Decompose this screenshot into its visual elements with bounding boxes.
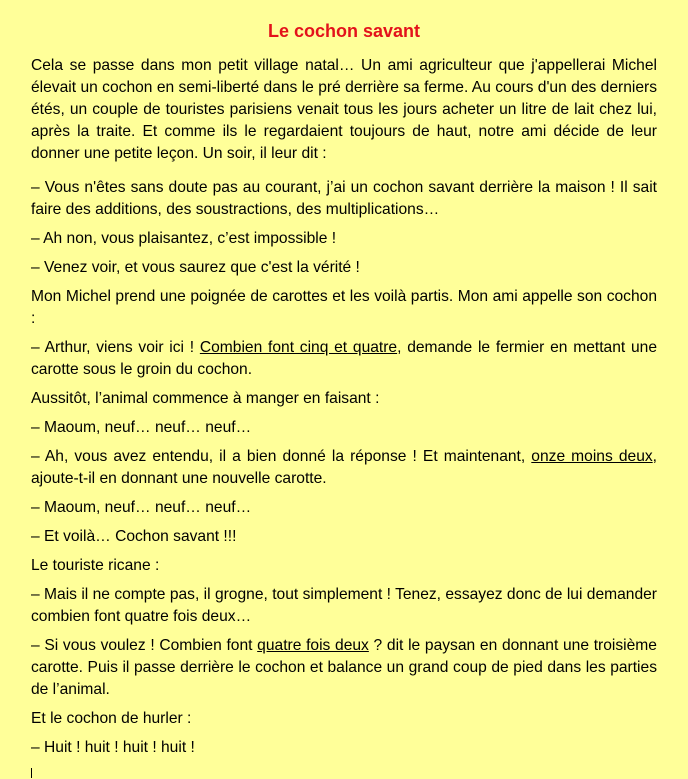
text-run: – Vous n'êtes sans doute pas au courant, j’ai un cochon savant derrière la maison ! Il sait faire des additions, des soustractions, des multiplications… xyxy=(31,179,657,218)
paragraph xyxy=(31,584,657,628)
text-run: – Venez voir, et vous saurez que c'est la vérité ! xyxy=(31,259,360,276)
text-run: – Maoum, neuf… neuf… neuf… xyxy=(31,419,252,436)
text-run: ? dit le paysan en donnant une troisième carotte. Puis il passe derrière le cochon et balance un grand coup de pied dans les parties de l’animal. xyxy=(31,637,657,698)
paragraph xyxy=(31,446,657,490)
text-run: – Si vous voulez ! Combien font xyxy=(31,637,258,654)
paragraph xyxy=(31,337,657,381)
text-run: – Ah, vous avez entendu, il a bien donné la réponse ! Et maintenant, xyxy=(31,448,532,465)
text-run: – Et voilà… Cochon savant !!! xyxy=(31,528,237,545)
paragraph xyxy=(31,177,657,221)
document-title: Le cochon savant xyxy=(267,21,421,41)
paragraph xyxy=(31,526,657,548)
paragraph xyxy=(31,388,657,410)
text-run: Aussitôt, l’animal commence à manger en faisant : xyxy=(31,390,380,407)
text-run: – Maoum, neuf… neuf… neuf… xyxy=(31,499,252,516)
text-run: Mon Michel prend une poignée de carottes et les voilà partis. Mon ami appelle son cochon : xyxy=(31,288,657,327)
text-run: Cela se passe dans mon petit village natal… Un ami agriculteur que j'appellerai Michel élevait un cochon en semi-liberté dans le pré derrière sa ferme. Au cours d'un des derniers étés, un couple de touristes parisiens venait tous les jours acheter un litre de lait chez lui, après la traite. Et comme ils le regardaient toujours de haut, notre ami décide de leur donner une petite leçon. Un soir, il leur dit : xyxy=(31,57,657,162)
underlined-phrase: Combien font cinq et quatre xyxy=(199,339,398,356)
text-run: – Ah non, vous plaisantez, c’est impossible ! xyxy=(31,230,337,247)
paragraph xyxy=(31,257,657,279)
text-run: – Huit ! huit ! huit ! huit ! xyxy=(31,739,195,756)
text-run: – Mais il ne compte pas, il grogne, tout simplement ! Tenez, essayez donc de lui demander combien font quatre fois deux… xyxy=(31,586,657,625)
document-body xyxy=(31,55,657,759)
text-run: , ajoute-t-il en donnant une nouvelle carotte. xyxy=(31,448,658,487)
paragraph xyxy=(31,55,657,165)
paragraph xyxy=(31,737,657,759)
paragraph xyxy=(31,635,657,701)
paragraph xyxy=(31,228,657,250)
text-run: Le touriste ricane : xyxy=(31,557,160,574)
document-page xyxy=(31,0,657,759)
underlined-phrase: quatre fois deux xyxy=(257,637,369,654)
paragraph xyxy=(31,708,657,730)
paragraph xyxy=(31,286,657,330)
text-run: Et le cochon de hurler : xyxy=(31,710,192,727)
underlined-phrase: onze moins deux xyxy=(531,448,653,465)
paragraph xyxy=(31,417,657,439)
paragraph xyxy=(31,555,657,577)
text-cursor xyxy=(31,768,32,778)
text-run: , demande le fermier en mettant une carotte sous le groin du cochon. xyxy=(31,339,657,378)
paragraph xyxy=(31,497,657,519)
text-run: – Arthur, viens voir ici ! xyxy=(31,339,200,356)
